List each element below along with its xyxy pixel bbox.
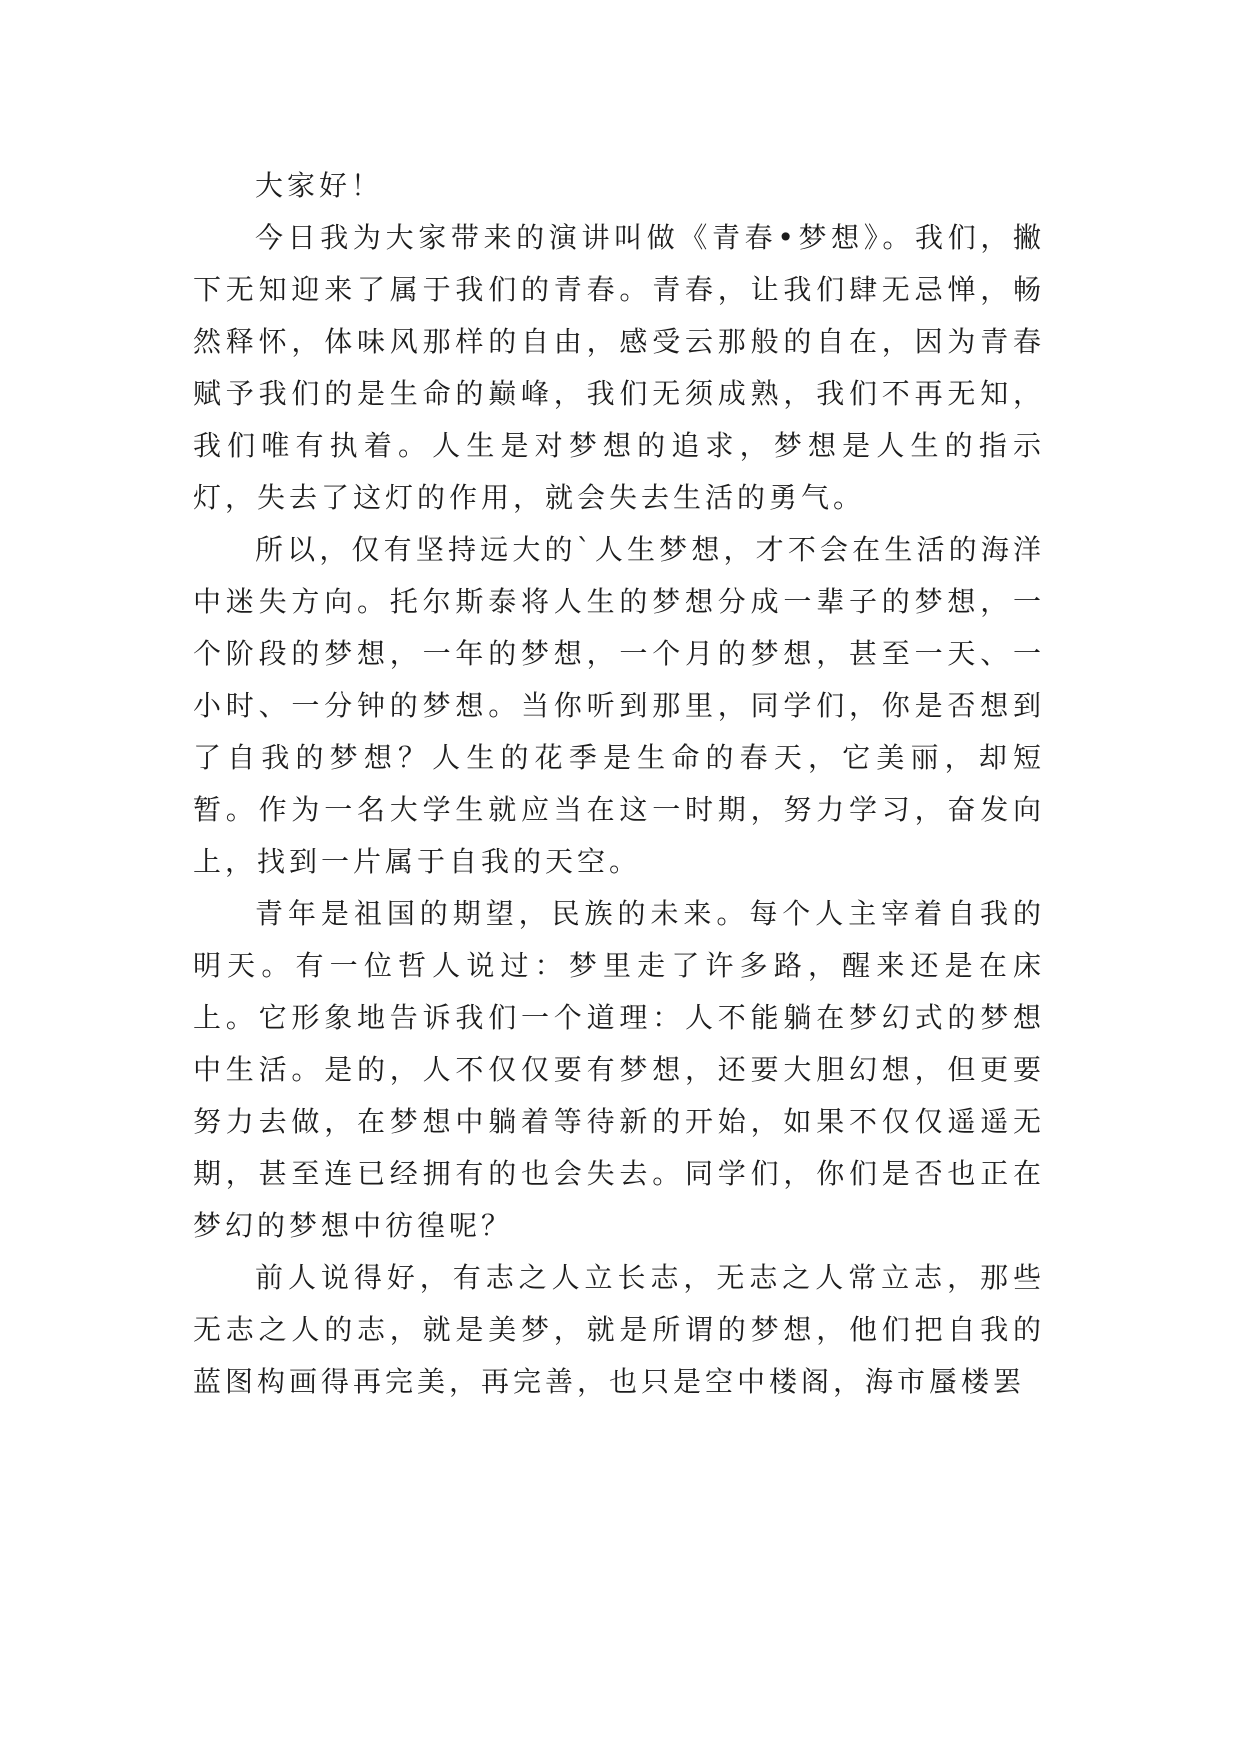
paragraph-life-dream: 所以，仅有坚持远大的`人生梦想，才不会在生活的海洋中迷失方向。托尔斯泰将人生的梦想分成一辈子的梦想，一个阶段的梦想，一年的梦想，一个月的梦想，甚至一天、一小时、一分钟的梦想。当你听到那里，同学们，你是否想到了自我的梦想？人生的花季是生命的春天，它美丽，却短暂。作为一名大学生就应当在这一时期，努力学习，奋发向上，找到一片属于自我的天空。: [193, 533, 1045, 878]
paragraph-youth-dream: 今日我为大家带来的演讲叫做《青春•梦想》。我们，撇下无知迎来了属于我们的青春。青春，让我们肆无忌惮，畅然释怀，体味风那样的自由，感受云那般的自在，因为青春赋予我们的是生命的巅峰，我们无须成熟，我们不再无知，我们唯有执着。人生是对梦想的追求，梦想是人生的指示灯，失去了这灯的作用，就会失去生活的勇气。: [193, 221, 1045, 514]
paragraph-greeting: 大家好！: [255, 169, 384, 202]
document-body: [193, 160, 1045, 1408]
paragraph-ambition: 前人说得好，有志之人立长志，无志之人常立志，那些无志之人的志，就是美梦，就是所谓的梦想，他们把自我的蓝图构画得再完美，再完善，也只是空中楼阁，海市蜃楼罢: [193, 1261, 1045, 1398]
paragraph-youth-future: 青年是祖国的期望，民族的未来。每个人主宰着自我的明天。有一位哲人说过：梦里走了许多路，醒来还是在床上。它形象地告诉我们一个道理：人不能躺在梦幻式的梦想中生活。是的，人不仅仅要有梦想，还要大胆幻想，但更要努力去做，在梦想中躺着等待新的开始，如果不仅仅遥遥无期，甚至连已经拥有的也会失去。同学们，你们是否也正在梦幻的梦想中彷徨呢？: [193, 897, 1045, 1242]
